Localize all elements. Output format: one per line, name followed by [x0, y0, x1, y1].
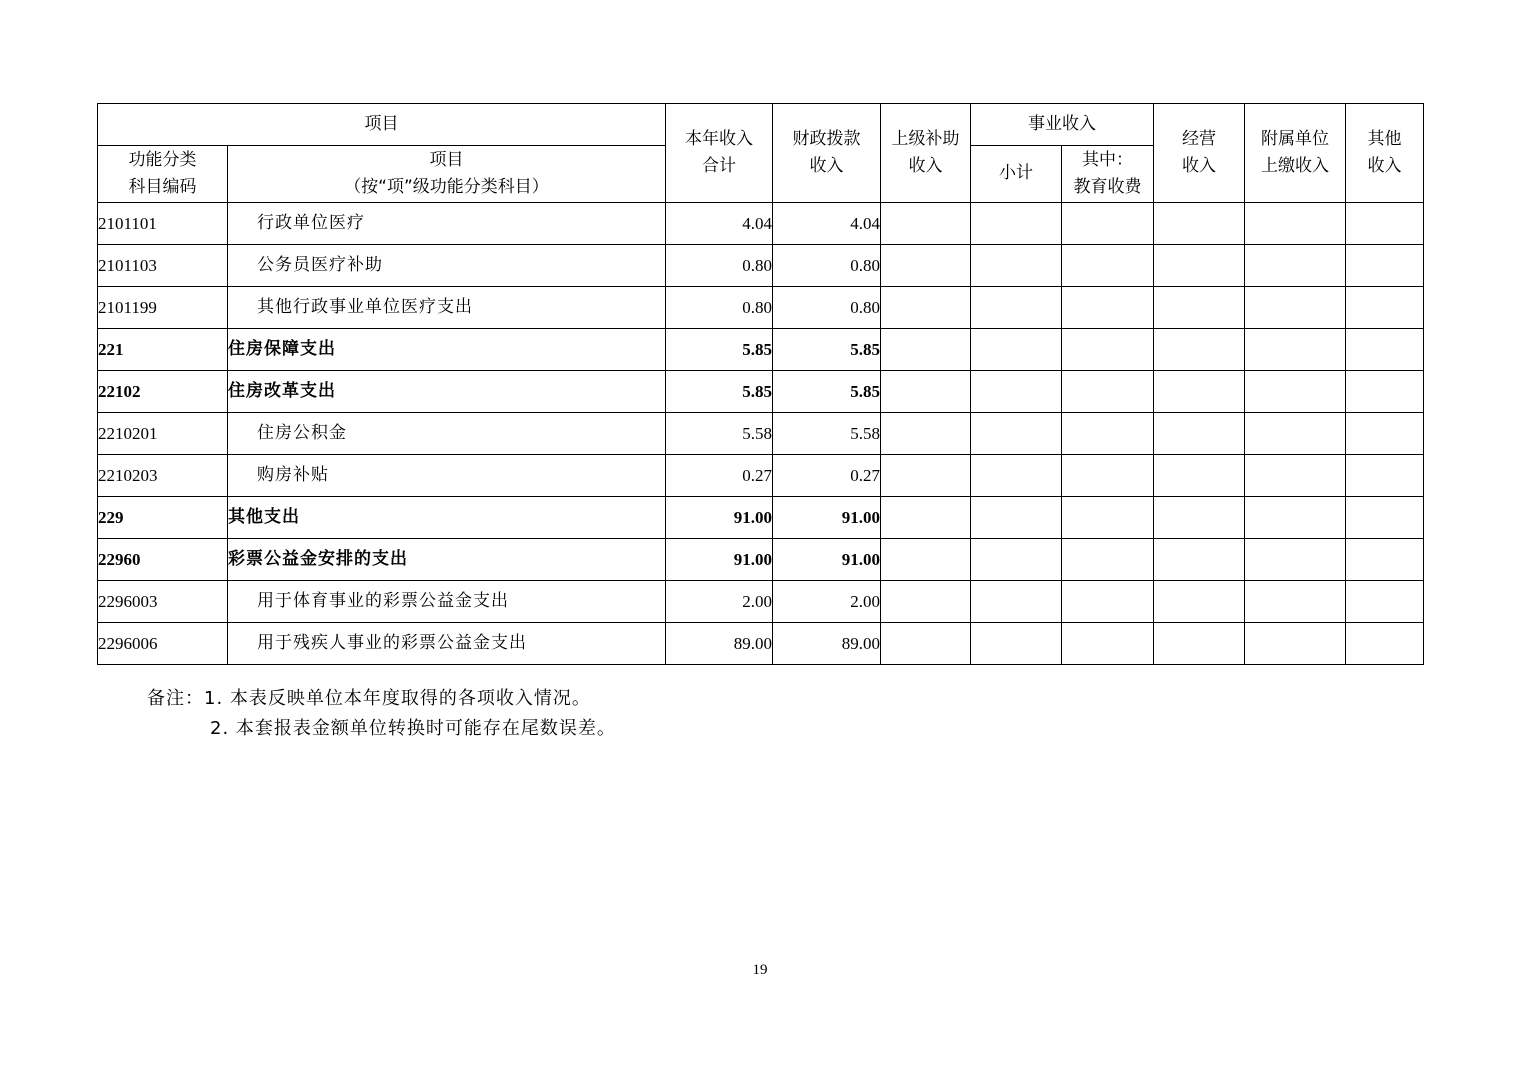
- cell-fiscal: 4.04: [773, 203, 881, 245]
- cell-code: 2101103: [98, 245, 228, 287]
- cell-superior: [881, 413, 971, 455]
- cell-superior: [881, 371, 971, 413]
- note-line-2: 2. 本套报表金额单位转换时可能存在尾数误差。: [210, 718, 616, 739]
- cell-total: 91.00: [666, 497, 773, 539]
- cell-business-subtotal: [971, 497, 1062, 539]
- cell-operating: [1154, 581, 1245, 623]
- cell-business-subtotal: [971, 329, 1062, 371]
- cell-total: 5.85: [666, 329, 773, 371]
- cell-edu-fee: [1062, 287, 1154, 329]
- cell-business-subtotal: [971, 455, 1062, 497]
- cell-affiliated: [1245, 413, 1346, 455]
- cell-affiliated: [1245, 287, 1346, 329]
- cell-edu-fee: [1062, 581, 1154, 623]
- cell-superior: [881, 581, 971, 623]
- header-fiscal: 财政拨款 收入: [773, 104, 881, 203]
- cell-superior: [881, 539, 971, 581]
- header-subtotal: 小计: [971, 146, 1062, 203]
- table-row: [98, 497, 1424, 539]
- header-edu-fee: 其中： 教育收费: [1062, 146, 1154, 203]
- cell-edu-fee: [1062, 203, 1154, 245]
- notes: [147, 684, 616, 744]
- cell-name: 彩票公益金安排的支出: [228, 539, 666, 581]
- cell-fiscal: 91.00: [773, 539, 881, 581]
- cell-superior: [881, 623, 971, 665]
- cell-fiscal: 89.00: [773, 623, 881, 665]
- cell-operating: [1154, 413, 1245, 455]
- cell-edu-fee: [1062, 455, 1154, 497]
- cell-superior: [881, 287, 971, 329]
- cell-superior: [881, 455, 971, 497]
- cell-affiliated: [1245, 203, 1346, 245]
- table-row: [98, 203, 1424, 245]
- cell-total: 5.85: [666, 371, 773, 413]
- header-superior: 上级补助 收入: [881, 104, 971, 203]
- cell-name: 其他支出: [228, 497, 666, 539]
- cell-code: 221: [98, 329, 228, 371]
- cell-edu-fee: [1062, 245, 1154, 287]
- cell-affiliated: [1245, 623, 1346, 665]
- cell-operating: [1154, 371, 1245, 413]
- cell-business-subtotal: [971, 245, 1062, 287]
- cell-business-subtotal: [971, 371, 1062, 413]
- cell-other: [1346, 455, 1424, 497]
- cell-name: 用于体育事业的彩票公益金支出: [228, 581, 666, 623]
- table-row: [98, 623, 1424, 665]
- cell-code: 2101101: [98, 203, 228, 245]
- header-name: 项目 （按“项”级功能分类科目）: [228, 146, 666, 203]
- cell-code: 2210203: [98, 455, 228, 497]
- cell-edu-fee: [1062, 623, 1154, 665]
- cell-other: [1346, 413, 1424, 455]
- cell-other: [1346, 329, 1424, 371]
- cell-fiscal: 91.00: [773, 497, 881, 539]
- cell-code: 2101199: [98, 287, 228, 329]
- cell-name: 购房补贴: [228, 455, 666, 497]
- table-row: [98, 539, 1424, 581]
- cell-superior: [881, 497, 971, 539]
- header-total: 本年收入 合计: [666, 104, 773, 203]
- cell-affiliated: [1245, 371, 1346, 413]
- cell-business-subtotal: [971, 287, 1062, 329]
- cell-code: 2210201: [98, 413, 228, 455]
- cell-business-subtotal: [971, 581, 1062, 623]
- cell-affiliated: [1245, 581, 1346, 623]
- cell-other: [1346, 203, 1424, 245]
- cell-code: 2296003: [98, 581, 228, 623]
- cell-edu-fee: [1062, 413, 1154, 455]
- cell-total: 0.80: [666, 287, 773, 329]
- cell-affiliated: [1245, 539, 1346, 581]
- cell-code: 2296006: [98, 623, 228, 665]
- cell-code: 22960: [98, 539, 228, 581]
- cell-total: 91.00: [666, 539, 773, 581]
- table-header: [98, 104, 1424, 203]
- header-item: 项目: [98, 104, 666, 146]
- cell-operating: [1154, 245, 1245, 287]
- cell-fiscal: 2.00: [773, 581, 881, 623]
- header-business-income: 事业收入: [971, 104, 1154, 146]
- cell-affiliated: [1245, 455, 1346, 497]
- header-affiliated: 附属单位 上缴收入: [1245, 104, 1346, 203]
- table-row: [98, 413, 1424, 455]
- cell-name: 用于残疾人事业的彩票公益金支出: [228, 623, 666, 665]
- cell-total: 5.58: [666, 413, 773, 455]
- cell-name: 住房公积金: [228, 413, 666, 455]
- cell-code: 229: [98, 497, 228, 539]
- cell-other: [1346, 287, 1424, 329]
- cell-fiscal: 5.85: [773, 329, 881, 371]
- cell-edu-fee: [1062, 371, 1154, 413]
- cell-other: [1346, 497, 1424, 539]
- cell-affiliated: [1245, 245, 1346, 287]
- cell-name: 住房改革支出: [228, 371, 666, 413]
- cell-fiscal: 0.27: [773, 455, 881, 497]
- cell-name: 住房保障支出: [228, 329, 666, 371]
- cell-edu-fee: [1062, 539, 1154, 581]
- cell-name: 其他行政事业单位医疗支出: [228, 287, 666, 329]
- cell-fiscal: 5.85: [773, 371, 881, 413]
- cell-operating: [1154, 329, 1245, 371]
- table-body: [98, 203, 1424, 665]
- table-row: [98, 287, 1424, 329]
- page-number: 19: [752, 962, 768, 978]
- header-operating: 经营 收入: [1154, 104, 1245, 203]
- cell-business-subtotal: [971, 203, 1062, 245]
- cell-business-subtotal: [971, 623, 1062, 665]
- cell-edu-fee: [1062, 497, 1154, 539]
- cell-other: [1346, 581, 1424, 623]
- cell-other: [1346, 371, 1424, 413]
- cell-total: 89.00: [666, 623, 773, 665]
- cell-superior: [881, 245, 971, 287]
- cell-fiscal: 0.80: [773, 245, 881, 287]
- cell-name: 公务员医疗补助: [228, 245, 666, 287]
- table-row: [98, 371, 1424, 413]
- cell-other: [1346, 623, 1424, 665]
- header-other: 其他 收入: [1346, 104, 1424, 203]
- cell-operating: [1154, 539, 1245, 581]
- table-row: [98, 245, 1424, 287]
- cell-other: [1346, 539, 1424, 581]
- cell-business-subtotal: [971, 413, 1062, 455]
- header-code: 功能分类 科目编码: [98, 146, 228, 203]
- table-row: [98, 581, 1424, 623]
- cell-operating: [1154, 455, 1245, 497]
- cell-operating: [1154, 287, 1245, 329]
- cell-operating: [1154, 203, 1245, 245]
- cell-total: 0.80: [666, 245, 773, 287]
- cell-operating: [1154, 623, 1245, 665]
- cell-total: 0.27: [666, 455, 773, 497]
- income-table: [97, 103, 1424, 665]
- cell-business-subtotal: [971, 539, 1062, 581]
- cell-affiliated: [1245, 329, 1346, 371]
- cell-name: 行政单位医疗: [228, 203, 666, 245]
- cell-other: [1346, 245, 1424, 287]
- cell-total: 2.00: [666, 581, 773, 623]
- table-row: [98, 455, 1424, 497]
- note-line-1: 备注：1. 本表反映单位本年度取得的各项收入情况。: [147, 688, 591, 709]
- cell-operating: [1154, 497, 1245, 539]
- cell-fiscal: 5.58: [773, 413, 881, 455]
- cell-edu-fee: [1062, 329, 1154, 371]
- cell-total: 4.04: [666, 203, 773, 245]
- cell-affiliated: [1245, 497, 1346, 539]
- cell-code: 22102: [98, 371, 228, 413]
- cell-superior: [881, 203, 971, 245]
- cell-fiscal: 0.80: [773, 287, 881, 329]
- cell-superior: [881, 329, 971, 371]
- table-row: [98, 329, 1424, 371]
